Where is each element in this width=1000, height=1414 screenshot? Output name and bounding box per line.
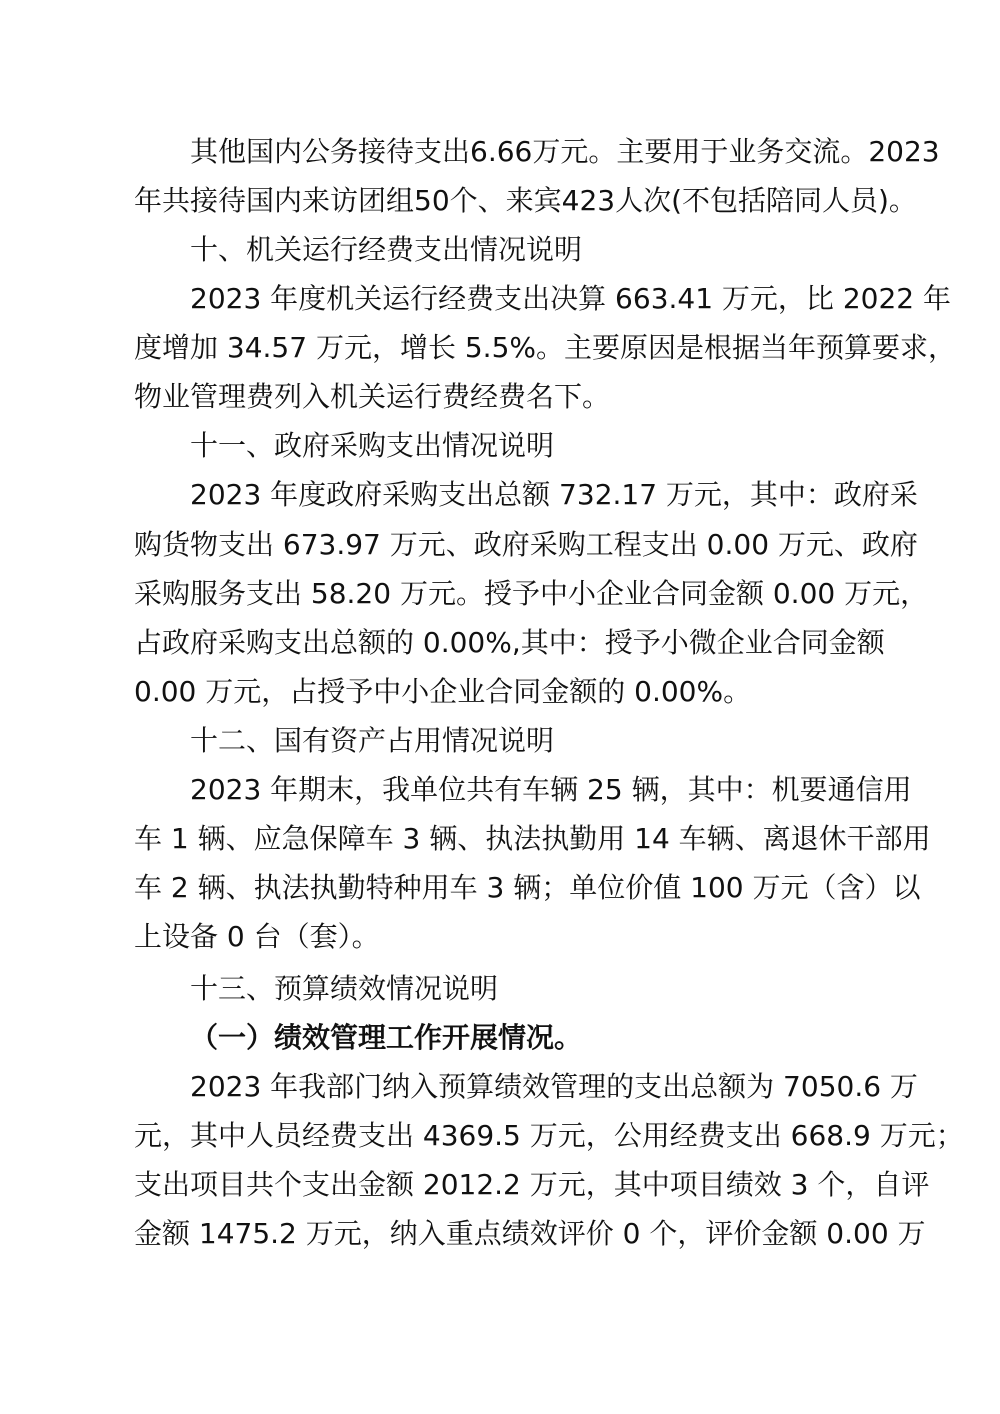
- paragraph-line: 2023 年度政府采购支出总额 732.17 万元，其中：政府采: [190, 478, 918, 511]
- section-heading: 十三、预算绩效情况说明: [190, 972, 499, 1005]
- paragraph-line: 其他国内公务接待支出6.66万元。主要用于业务交流。2023: [190, 135, 940, 168]
- section-heading: 十二、国有资产占用情况说明: [190, 724, 555, 757]
- paragraph-line: 车 2 辆、执法执勤特种用车 3 辆；单位价值 100 万元（含）以: [134, 871, 921, 904]
- paragraph-line: 2023 年期末，我单位共有车辆 25 辆，其中：机要通信用: [190, 773, 912, 806]
- paragraph-line: 采购服务支出 58.20 万元。授予中小企业合同金额 0.00 万元，: [134, 577, 929, 610]
- paragraph-line: 金额 1475.2 万元，纳入重点绩效评价 0 个，评价金额 0.00 万: [134, 1217, 926, 1250]
- subsection-heading: （一）绩效管理工作开展情况。: [190, 1021, 583, 1054]
- paragraph-line: 购货物支出 673.97 万元、政府采购工程支出 0.00 万元、政府: [134, 528, 918, 561]
- section-heading: 十、机关运行经费支出情况说明: [190, 233, 583, 266]
- paragraph-line: 物业管理费列入机关运行费经费名下。: [134, 380, 611, 413]
- paragraph-line: 车 1 辆、应急保障车 3 辆、执法执勤用 14 车辆、离退休干部用: [134, 822, 931, 855]
- section-heading: 十一、政府采购支出情况说明: [190, 429, 555, 462]
- paragraph-line: 2023 年我部门纳入预算绩效管理的支出总额为 7050.6 万: [190, 1070, 918, 1103]
- paragraph-line: 年共接待国内来访团组50个、来宾423人次(不包括陪同人员)。: [134, 184, 917, 217]
- paragraph-line: 0.00 万元，占授予中小企业合同金额的 0.00%。: [134, 675, 752, 708]
- paragraph-line: 度增加 34.57 万元，增长 5.5%。主要原因是根据当年预算要求，: [134, 331, 956, 364]
- paragraph-line: 元，其中人员经费支出 4369.5 万元，公用经费支出 668.9 万元；: [134, 1119, 964, 1152]
- paragraph-line: 2023 年度机关运行经费支出决算 663.41 万元，比 2022 年: [190, 282, 951, 315]
- paragraph-line: 占政府采购支出总额的 0.00%,其中：授予小微企业合同金额: [134, 626, 885, 659]
- paragraph-line: 支出项目共个支出金额 2012.2 万元，其中项目绩效 3 个，自评: [134, 1168, 930, 1201]
- paragraph-line: 上设备 0 台（套）。: [134, 920, 380, 953]
